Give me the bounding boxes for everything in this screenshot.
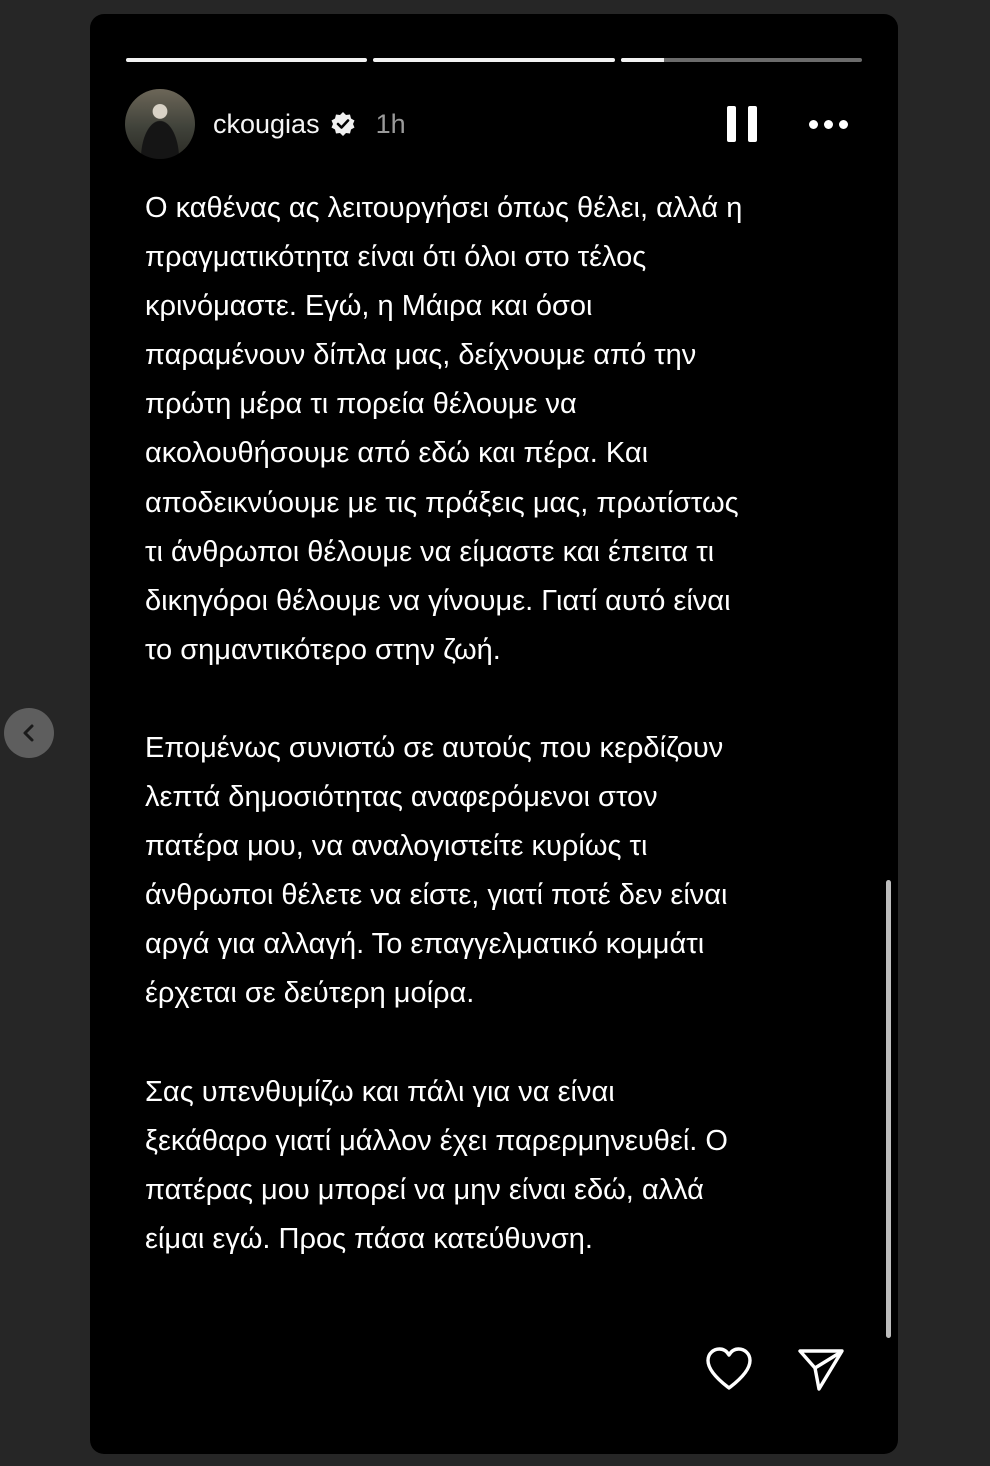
more-options-button[interactable]: [809, 120, 848, 129]
more-options-icon: [809, 120, 818, 129]
send-icon[interactable]: [794, 1342, 848, 1396]
progress-fill-3: [621, 58, 664, 62]
more-options-dot: [839, 120, 848, 129]
progress-fill-1: [126, 58, 367, 62]
post-time: 1h: [375, 108, 406, 139]
story-progress-bar: [126, 58, 862, 62]
pause-icon: [727, 106, 736, 142]
text-scrollbar[interactable]: [886, 880, 891, 1338]
progress-segment-1: [126, 58, 367, 62]
chevron-left-icon: [18, 722, 40, 744]
previous-story-button[interactable]: [4, 708, 54, 758]
pause-button[interactable]: [727, 106, 757, 142]
story-text: [145, 184, 865, 1313]
story-paragraph-2: Επομένως συνιστώ σε αυτούς που κερδίζουν λεπτά δημοσιότητας αναφερόμενοι στον πατέρα μου, να αναλογιστείτε κυρίως τι άνθρωποι θέλετε να είστε, γιατί ποτέ δεν είναι αργά για αλλαγή. Το επαγγελματικό κομμάτι έρχεται σε δεύτερη μοίρα.: [145, 731, 728, 1010]
progress-fill-2: [373, 58, 614, 62]
verified-badge-icon: [330, 111, 356, 137]
avatar[interactable]: [125, 89, 195, 159]
progress-segment-3: [621, 58, 862, 62]
story-viewer: [90, 14, 898, 1454]
pause-icon-bar: [748, 106, 757, 142]
story-header: [125, 88, 848, 160]
story-actions: [702, 1342, 848, 1396]
heart-icon[interactable]: [702, 1342, 756, 1396]
progress-segment-2: [373, 58, 614, 62]
story-paragraph-1: Ο καθένας ας λειτουργήσει όπως θέλει, αλλά η πραγματικότητα είναι ότι όλοι στο τέλος κρινόμαστε. Εγώ, η Μάιρα και όσοι παραμένουν δίπλα μας, δείχνουμε από την πρώτη μέρα τι πορεία θέλουμε να ακολουθήσουμε από εδώ και πέρα. Και αποδεικνύουμε με τις πράξεις μας, πρωτίστως τι άνθρωποι θέλουμε να είμαστε και έπειτα τι δικηγόροι θέλουμε να γίνουμε. Γιατί αυτό είναι το σημαντικότερο στην ζωή.: [145, 192, 743, 666]
username-link[interactable]: ckougias: [213, 108, 320, 139]
more-options-dot: [824, 120, 833, 129]
story-paragraph-3: Σας υπενθυμίζω και πάλι για να είναι ξεκάθαρο γιατί μάλλον έχει παρερμηνευθεί. Ο πατέρας μου μπορεί να μην είναι εδώ, αλλά είμαι εγώ. Προς πάσα κατεύθυνση.: [145, 1075, 728, 1255]
